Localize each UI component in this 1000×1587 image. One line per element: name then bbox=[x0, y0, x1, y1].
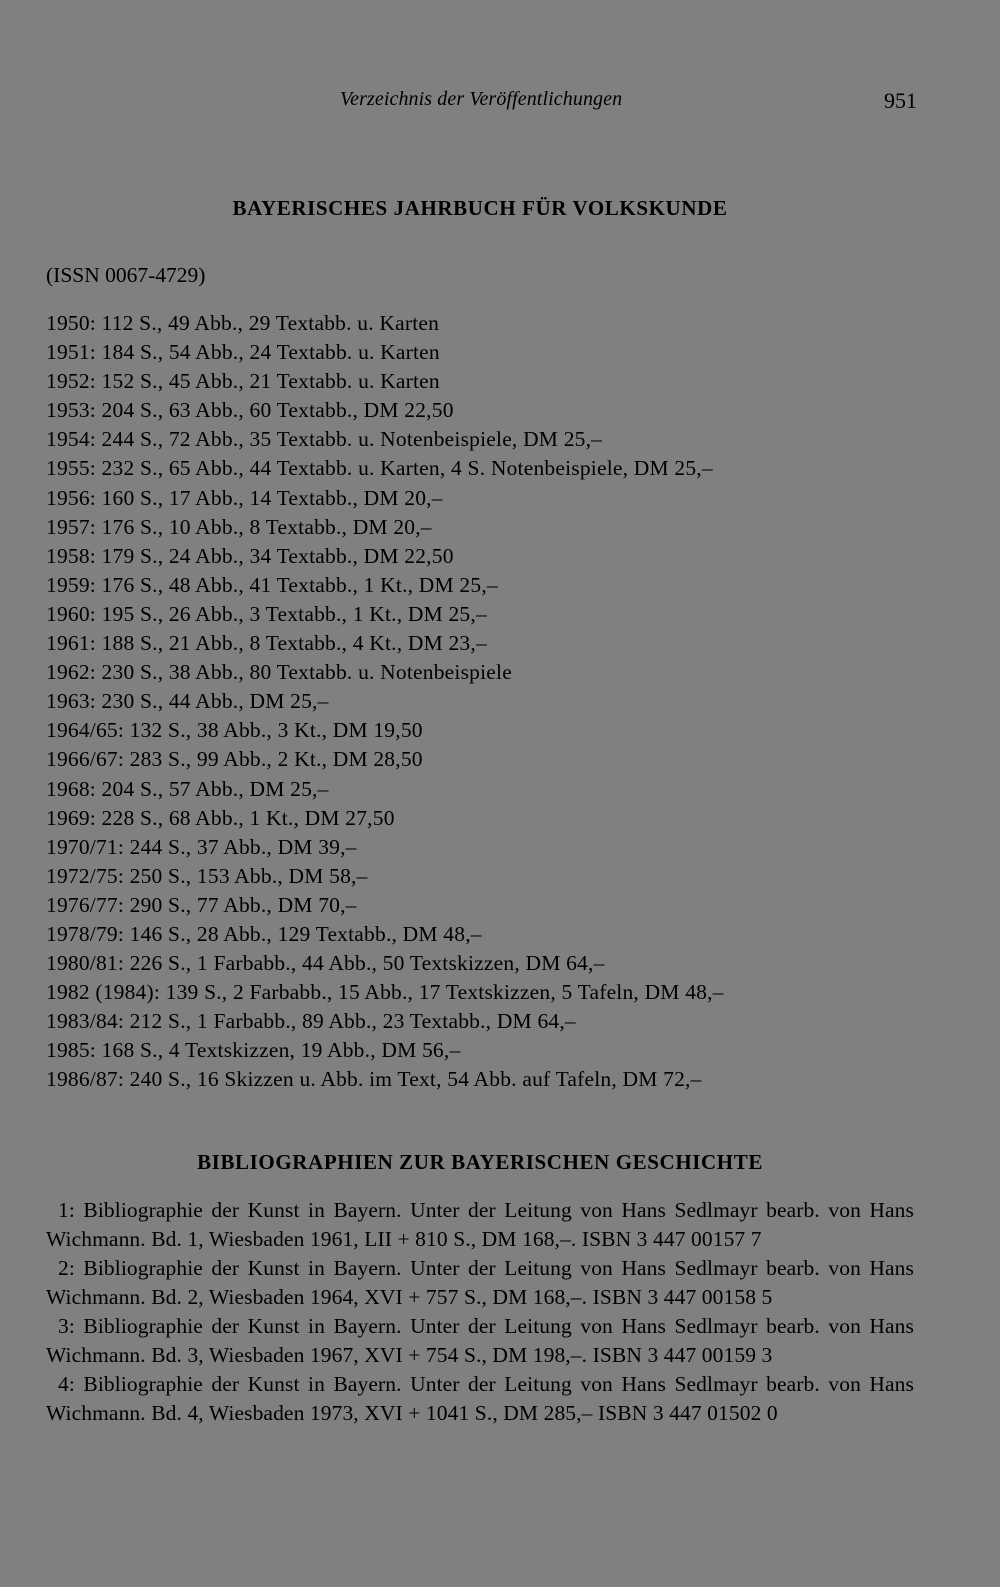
running-title: Verzeichnis der Veröffentlichungen bbox=[340, 88, 623, 110]
volume-entry: 1959: 176 S., 48 Abb., 41 Textabb., 1 Kt., DM 25,– bbox=[46, 572, 498, 597]
issn-line: (ISSN 0067-4729) bbox=[46, 263, 206, 287]
volume-entry: 1986/87: 240 S., 16 Skizzen u. Abb. im Text, 54 Abb. auf Tafeln, DM 72,– bbox=[46, 1067, 702, 1092]
volume-entry: 1972/75: 250 S., 153 Abb., DM 58,– bbox=[46, 863, 368, 888]
volume-entry: 1950: 112 S., 49 Abb., 29 Textabb. u. Karten bbox=[46, 311, 440, 335]
volume-entry: 1964/65: 132 S., 38 Abb., 3 Kt., DM 19,50 bbox=[46, 718, 423, 743]
page-number: 951 bbox=[884, 88, 917, 113]
volume-entry: 1955: 232 S., 65 Abb., 44 Textabb. u. Karten, 4 S. Notenbeispiele, DM 25,– bbox=[46, 456, 713, 481]
volume-list bbox=[46, 309, 724, 1095]
volume-entry: 1982 (1984): 139 S., 2 Farbabb., 15 Abb., 17 Textskizzen, 5 Tafeln, DM 48,– bbox=[46, 980, 724, 1005]
section-title-jahrbuch: BAYERISCHES JAHRBUCH FÜR VOLKSKUNDE bbox=[232, 196, 728, 220]
bibliography-entry: 2: Bibliographie der Kunst in Bayern. Unter der Leitung von Hans Sedlmayr bearb. von Hans Wichmann. Bd. 2, Wiesbaden 1964, XVI + 757 S., DM 168,–. ISBN 3 447 00158 5 bbox=[46, 1256, 914, 1309]
bibliography-entry: 1: Bibliographie der Kunst in Bayern. Unter der Leitung von Hans Sedlmayr bearb. von Hans Wichmann. Bd. 1, Wiesbaden 1961, LII + 810 S., DM 168,–. ISBN 3 447 00157 7 bbox=[46, 1198, 914, 1251]
volume-entry: 1976/77: 290 S., 77 Abb., DM 70,– bbox=[46, 892, 357, 917]
volume-entry: 1966/67: 283 S., 99 Abb., 2 Kt., DM 28,50 bbox=[46, 747, 423, 772]
bibliography-entry: 4: Bibliographie der Kunst in Bayern. Unter der Leitung von Hans Sedlmayr bearb. von Hans Wichmann. Bd. 4, Wiesbaden 1973, XVI + 1041 S., DM 285,– ISBN 3 447 01502 0 bbox=[46, 1372, 914, 1425]
bibliography-list bbox=[46, 1196, 914, 1428]
volume-entry: 1978/79: 146 S., 28 Abb., 129 Textabb., DM 48,– bbox=[46, 921, 482, 946]
volume-entry: 1963: 230 S., 44 Abb., DM 25,– bbox=[46, 689, 329, 714]
section-title-bibliographien: BIBLIOGRAPHIEN ZUR BAYERISCHEN GESCHICHTE bbox=[197, 1150, 763, 1174]
volume-entry: 1962: 230 S., 38 Abb., 80 Textabb. u. Notenbeispiele bbox=[46, 660, 512, 685]
volume-entry: 1969: 228 S., 68 Abb., 1 Kt., DM 27,50 bbox=[46, 805, 395, 830]
volume-entry: 1952: 152 S., 45 Abb., 21 Textabb. u. Karten bbox=[46, 369, 440, 394]
volume-entry: 1961: 188 S., 21 Abb., 8 Textabb., 4 Kt., DM 23,– bbox=[46, 631, 487, 656]
volume-entry: 1953: 204 S., 63 Abb., 60 Textabb., DM 22,50 bbox=[46, 398, 454, 423]
volume-entry: 1968: 204 S., 57 Abb., DM 25,– bbox=[46, 776, 329, 801]
volume-entry: 1960: 195 S., 26 Abb., 3 Textabb., 1 Kt., DM 25,– bbox=[46, 601, 487, 626]
volume-entry: 1970/71: 244 S., 37 Abb., DM 39,– bbox=[46, 834, 357, 859]
volume-entry: 1954: 244 S., 72 Abb., 35 Textabb. u. Notenbeispiele, DM 25,– bbox=[46, 427, 603, 452]
volume-entry: 1956: 160 S., 17 Abb., 14 Textabb., DM 20,– bbox=[46, 485, 443, 510]
volume-entry: 1980/81: 226 S., 1 Farbabb., 44 Abb., 50 Textskizzen, DM 64,– bbox=[46, 951, 605, 976]
bibliography-entry: 3: Bibliographie der Kunst in Bayern. Unter der Leitung von Hans Sedlmayr bearb. von Hans Wichmann. Bd. 3, Wiesbaden 1967, XVI + 754 S., DM 198,–. ISBN 3 447 00159 3 bbox=[46, 1314, 914, 1367]
volume-entry: 1958: 179 S., 24 Abb., 34 Textabb., DM 22,50 bbox=[46, 543, 454, 568]
volume-entry: 1985: 168 S., 4 Textskizzen, 19 Abb., DM 56,– bbox=[46, 1038, 461, 1063]
volume-entry: 1957: 176 S., 10 Abb., 8 Textabb., DM 20,– bbox=[46, 514, 432, 539]
volume-entry: 1983/84: 212 S., 1 Farbabb., 89 Abb., 23 Textabb., DM 64,– bbox=[46, 1009, 576, 1034]
volume-entry: 1951: 184 S., 54 Abb., 24 Textabb. u. Karten bbox=[46, 340, 440, 365]
